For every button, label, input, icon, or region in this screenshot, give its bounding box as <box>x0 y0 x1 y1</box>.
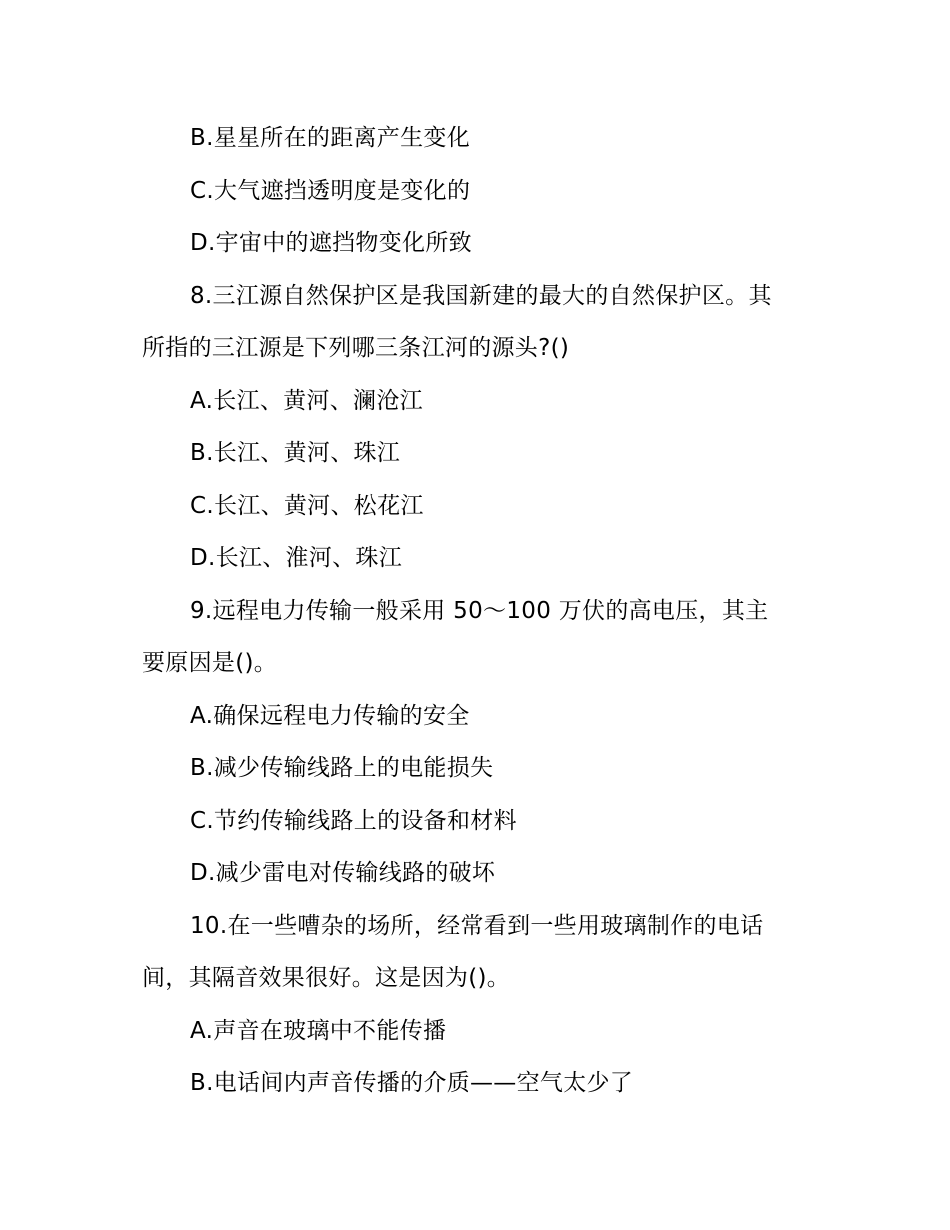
q9-stem-line-1: 9.远程电力传输一般采用 50～100 万伏的高电压，其主 <box>190 597 769 624</box>
document-content <box>142 112 814 1110</box>
q9-option-c: C.节约传输线路上的设备和材料 <box>190 807 517 834</box>
q9-option-b: B.减少传输线路上的电能损失 <box>190 755 494 781</box>
q8-option-c: C.长江、黄河、松花江 <box>190 492 424 519</box>
q7-option-d: D.宇宙中的遮挡物变化所致 <box>190 230 472 256</box>
q9-option-a: A.确保远程电力传输的安全 <box>190 702 470 729</box>
q7-option-b: B.星星所在的距离产生变化 <box>190 125 470 151</box>
q7-option-c: C.大气遮挡透明度是变化的 <box>190 177 471 204</box>
q10-option-a: A.声音在玻璃中不能传播 <box>190 1017 447 1044</box>
q10-stem-line-1: 10.在一些嘈杂的场所，经常看到一些用玻璃制作的电话 <box>190 912 764 939</box>
q10-stem-line-2: 间，其隔音效果很好。这是因为()。 <box>142 965 511 991</box>
q10-option-b: B.电话间内声音传播的介质——空气太少了 <box>190 1070 634 1096</box>
q9-stem-line-2: 要原因是()。 <box>142 650 278 676</box>
q8-option-d: D.长江、淮河、珠江 <box>190 545 403 571</box>
q9-option-d: D.减少雷电对传输线路的破坏 <box>190 860 496 886</box>
q8-option-b: B.长江、黄河、珠江 <box>190 440 401 466</box>
q8-option-a: A.长江、黄河、澜沧江 <box>190 387 423 414</box>
q8-stem-line-1: 8.三江源自然保护区是我国新建的最大的自然保护区。其 <box>190 282 772 309</box>
q8-stem-line-2: 所指的三江源是下列哪三条江河的源头?() <box>142 335 570 361</box>
